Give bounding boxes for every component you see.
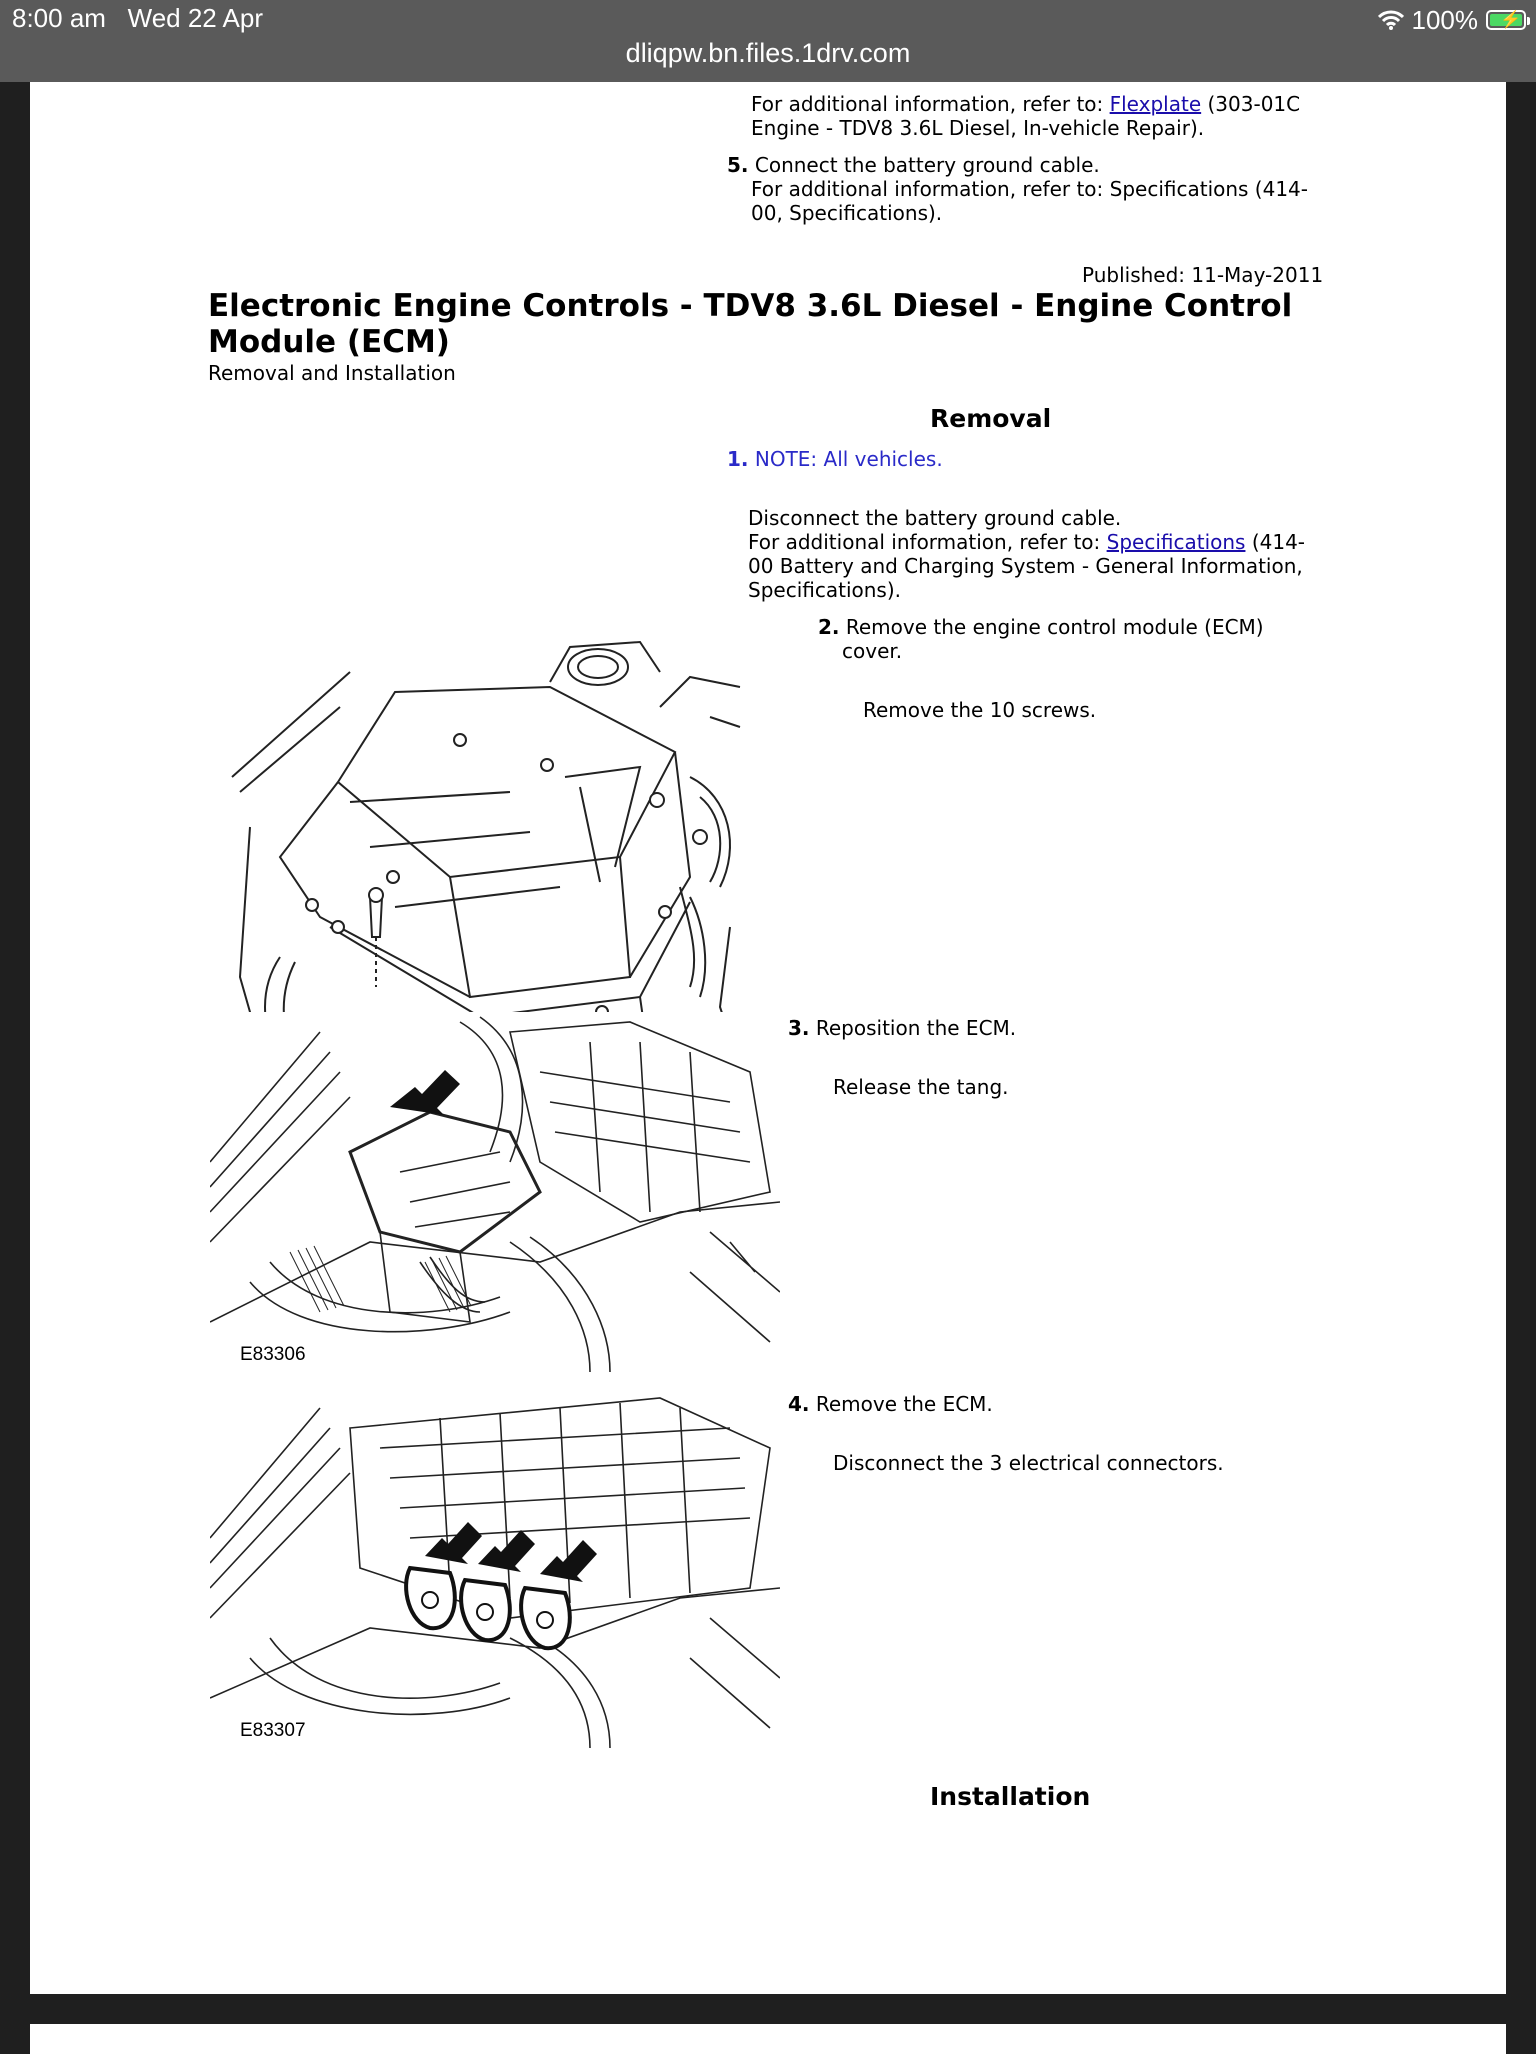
installation-heading: Installation xyxy=(930,1782,1091,1811)
step-3-sub: Release the tang. xyxy=(833,1075,1009,1099)
browser-top-bar xyxy=(0,0,1536,82)
battery-percent: 100% xyxy=(1411,4,1478,35)
prev-step-5-ref1: For additional information, refer to: Specifications (414- xyxy=(751,177,1309,201)
step-number: 3. xyxy=(788,1016,810,1040)
step-number: 4. xyxy=(788,1392,810,1416)
step-2-text-line2: cover. xyxy=(842,639,903,663)
battery-charging-icon: ⚡ xyxy=(1486,10,1526,30)
status-indicators xyxy=(1378,3,1527,37)
specifications-link[interactable]: Specifications xyxy=(1106,530,1246,554)
figure-ecm-reposition xyxy=(210,1012,780,1372)
published-date: Published: 11-May-2011 xyxy=(1082,263,1324,287)
step-number: 1. xyxy=(727,447,749,471)
next-page-edge xyxy=(30,2024,1506,2054)
figure-label: E83307 xyxy=(240,1720,306,1741)
document-page xyxy=(30,82,1506,1994)
removal-heading: Removal xyxy=(930,404,1052,433)
step-1-ref-line3: Specifications). xyxy=(748,578,901,602)
ref-suffix: (414- xyxy=(1251,530,1306,554)
prev-step-5-ref2: 00, Specifications). xyxy=(751,201,943,225)
step-3-text xyxy=(788,1016,1016,1040)
step-4-text xyxy=(788,1392,993,1416)
prev-step-5 xyxy=(727,153,1100,177)
ecm-reposition-illustration xyxy=(210,1012,780,1372)
page-subtitle: Removal and Installation xyxy=(208,361,456,385)
step-4-sub: Disconnect the 3 electrical connectors. xyxy=(833,1451,1224,1475)
flexplate-link[interactable]: Flexplate xyxy=(1109,92,1202,116)
page-title: Electronic Engine Controls - TDV8 3.6L Diesel - Engine Control Module (ECM) xyxy=(208,288,1293,360)
step-1-text: Disconnect the battery ground cable. xyxy=(748,506,1122,530)
step-2-sub: Remove the 10 screws. xyxy=(863,698,1097,722)
step-1-ref-line2: 00 Battery and Charging System - General Information, xyxy=(748,554,1303,578)
step-text: Remove the engine control module (ECM) xyxy=(845,615,1264,639)
wifi-icon xyxy=(1378,10,1404,30)
status-time xyxy=(12,3,263,34)
step-text: Remove the ECM. xyxy=(815,1392,993,1416)
ref-suffix: (303-01C xyxy=(1207,92,1301,116)
clock-date: Wed 22 Apr xyxy=(127,3,264,33)
figure-ecm-cover xyxy=(220,627,750,1072)
step-1-note xyxy=(727,447,943,471)
note-text: NOTE: All vehicles. xyxy=(754,447,943,471)
step-1-ref xyxy=(748,530,1305,554)
step-2-text xyxy=(818,615,1264,639)
prev-ref-line xyxy=(751,92,1300,116)
ecm-removal-illustration xyxy=(210,1388,780,1748)
figure-ecm-removal xyxy=(210,1388,780,1748)
step-text: Reposition the ECM. xyxy=(815,1016,1017,1040)
step-text: Connect the battery ground cable. xyxy=(754,153,1100,177)
clock-time: 8:00 am xyxy=(12,3,106,33)
ref-prefix: For additional information, refer to: xyxy=(748,530,1101,554)
step-number: 5. xyxy=(727,153,749,177)
prev-ref-line2: Engine - TDV8 3.6L Diesel, In-vehicle Repair). xyxy=(751,116,1205,140)
ref-prefix: For additional information, refer to: xyxy=(751,92,1104,116)
step-number: 2. xyxy=(818,615,840,639)
ecm-cover-illustration xyxy=(220,627,750,1072)
address-bar[interactable]: dliqpw.bn.files.1drv.com xyxy=(625,38,911,68)
figure-label: E83306 xyxy=(240,1344,306,1365)
